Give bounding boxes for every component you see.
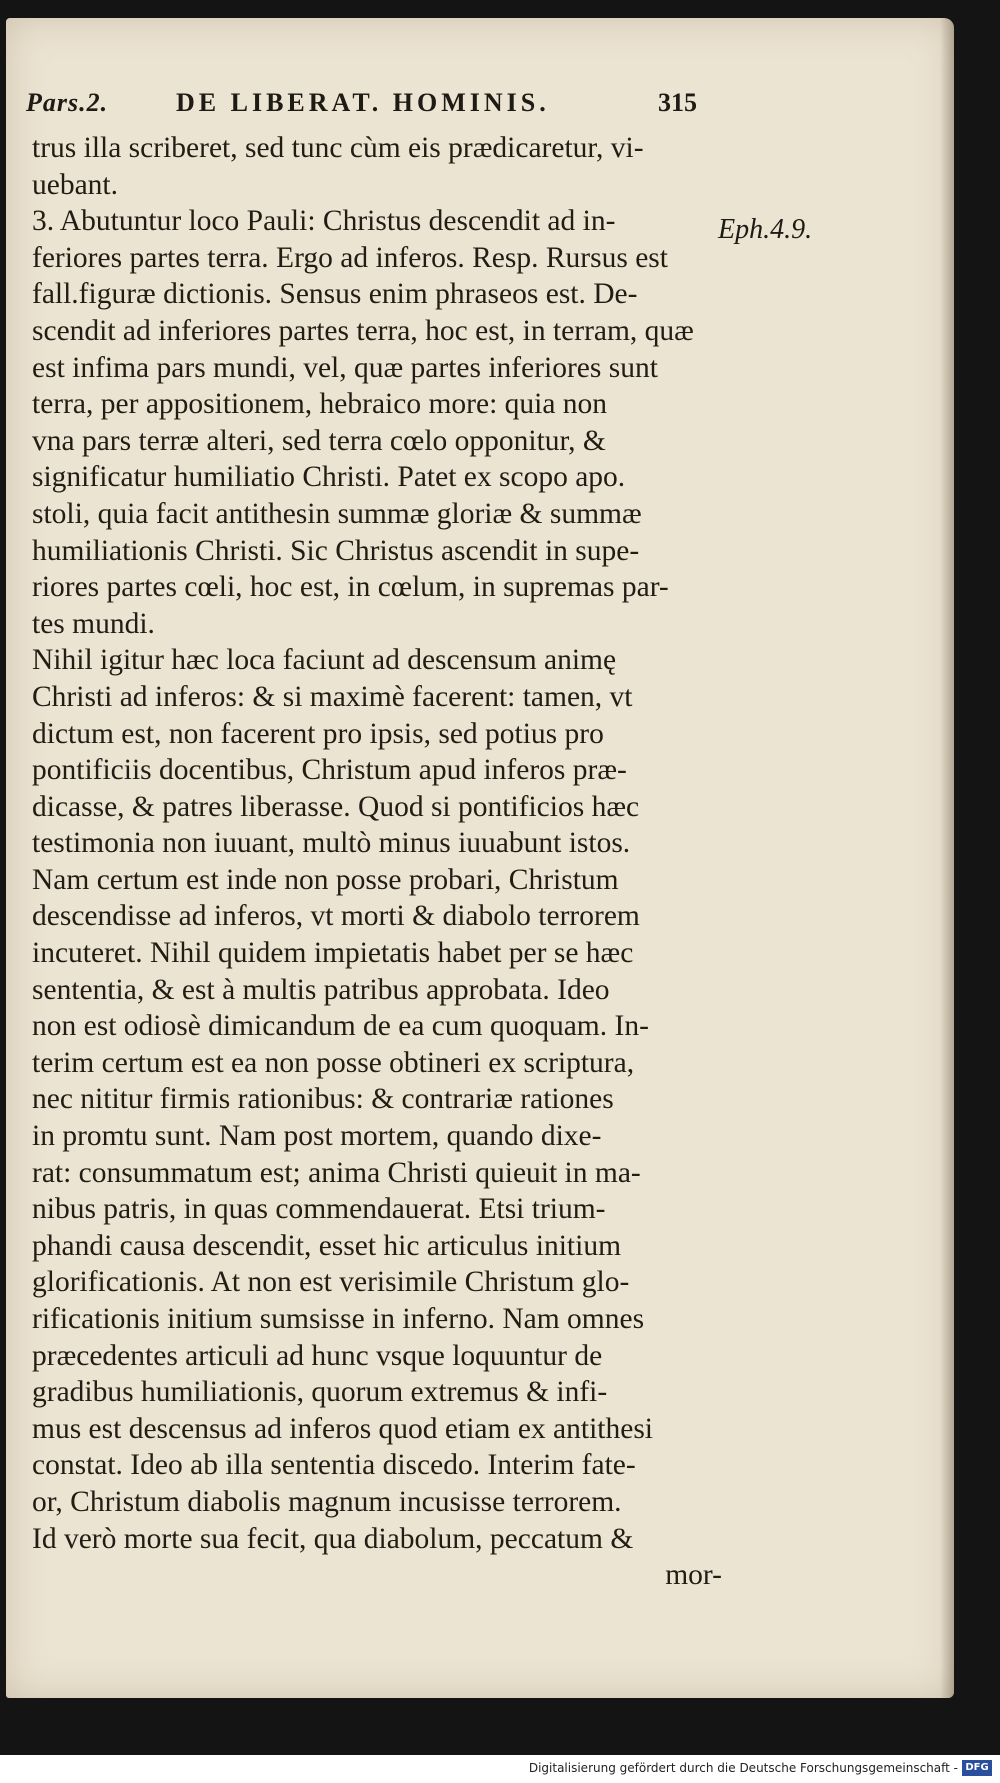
page-edge-shadow	[940, 18, 954, 1698]
text-line: est infima pars mundi, vel, quæ partes inferiores sunt	[32, 351, 658, 384]
text-line: phandi causa descendit, esset hic articulus initium	[32, 1229, 622, 1262]
text-line: nibus patris, in quas commendauerat. Etsi trium-	[32, 1193, 606, 1226]
text-line: feriores partes terra. Ergo ad inferos. Resp. Rursus est	[32, 241, 668, 274]
text-line: or, Christum diabolis magnum incusisse terrorem.	[32, 1485, 622, 1518]
text-line: rat: consummatum est; anima Christi quieuit in ma-	[32, 1156, 641, 1189]
text-line: testimonia non iuuant, multò minus iuuabunt istos.	[32, 827, 631, 860]
text-line: non est odiosè dimicandum de ea cum quoquam. In-	[32, 1010, 649, 1043]
text-line: vna pars terræ alteri, sed terra cœlo opponitur, &	[32, 424, 606, 457]
text-line: Christi ad inferos: & si maximè facerent: tamen, vt	[32, 680, 633, 713]
text-line: rificationis initium sumsisse in inferno. Nam omnes	[32, 1303, 645, 1335]
text-line: significatur humiliatio Christi. Patet ex scopo apo.	[32, 461, 626, 494]
text-line: riores partes cœli, hoc est, in cœlum, in supremas par-	[32, 571, 669, 604]
body-text	[32, 130, 722, 1594]
text-line: descendisse ad inferos, vt morti & diabolo terrorem	[32, 900, 640, 933]
text-line: terim certum est ea non posse obtineri ex scriptura,	[32, 1046, 635, 1079]
text-line: sententia, & est à multis patribus approbata. Ideo	[32, 973, 610, 1006]
marginal-note: Eph.4.9.	[718, 214, 813, 245]
funding-credit: Digitalisierung gefördert durch die Deutsche Forschungsgemeinschaft -	[528, 1761, 958, 1775]
text-line: Id verò morte sua fecit, qua diabolum, peccatum &	[32, 1522, 634, 1555]
text-line: dictum est, non facerent pro ipsis, sed potius pro	[32, 717, 604, 750]
text-line: gradibus humiliationis, quorum extremus & infi-	[32, 1376, 608, 1409]
text-line: nec nititur firmis rationibus: & contrariæ rationes	[32, 1083, 614, 1116]
text-line: glorificationis. At non est verisimile Christum glo-	[32, 1266, 630, 1299]
page-number: 315	[658, 88, 697, 117]
text-line: trus illa scriberet, sed tunc cùm eis prædicaretur, vi-	[32, 132, 644, 164]
header-section: Pars.2.	[26, 88, 109, 117]
text-line: pontificiis docentibus, Christum apud inferos præ-	[32, 754, 627, 787]
catchword: mor-	[665, 1559, 722, 1592]
book-page	[6, 18, 954, 1698]
text-line: fall.figuræ dictionis. Sensus enim phraseos est. De-	[32, 278, 638, 311]
running-header	[26, 88, 706, 128]
text-line: constat. Ideo ab illa sententia discedo. Interim fate-	[32, 1449, 636, 1482]
header-title: DE LIBERAT. HOMINIS.	[176, 88, 550, 117]
text-line: dicasse, & patres liberasse. Quod si pontificios hæc	[32, 790, 640, 823]
text-line: uebant.	[32, 168, 119, 201]
dfg-logo: DFG	[962, 1760, 992, 1776]
text-line: præcedentes articuli ad hunc vsque loquuntur de	[32, 1339, 603, 1372]
text-line: Nihil igitur hæc loca faciunt ad descensum animę	[32, 644, 617, 677]
digitization-footer	[0, 1755, 1000, 1783]
text-line: humiliationis Christi. Sic Christus ascendit in supe-	[32, 534, 640, 567]
text-line: tes mundi.	[32, 607, 155, 640]
text-line: stoli, quia facit antithesin summæ gloriæ & summæ	[32, 497, 642, 530]
text-line: in promtu sunt. Nam post mortem, quando dixe-	[32, 1120, 602, 1153]
text-line: mus est descensus ad inferos quod etiam ex antithesi	[32, 1412, 653, 1445]
text-line: Nam certum est inde non posse probari, Christum	[32, 863, 619, 896]
text-line: terra, per appositionem, hebraico more: quia non	[32, 388, 608, 421]
text-line: 3. Abutuntur loco Pauli: Christus descendit ad in-	[32, 205, 616, 238]
text-line: scendit ad inferiores partes terra, hoc est, in terram, quæ	[32, 314, 694, 347]
text-line: incuteret. Nihil quidem impietatis habet per se hæc	[32, 937, 634, 970]
